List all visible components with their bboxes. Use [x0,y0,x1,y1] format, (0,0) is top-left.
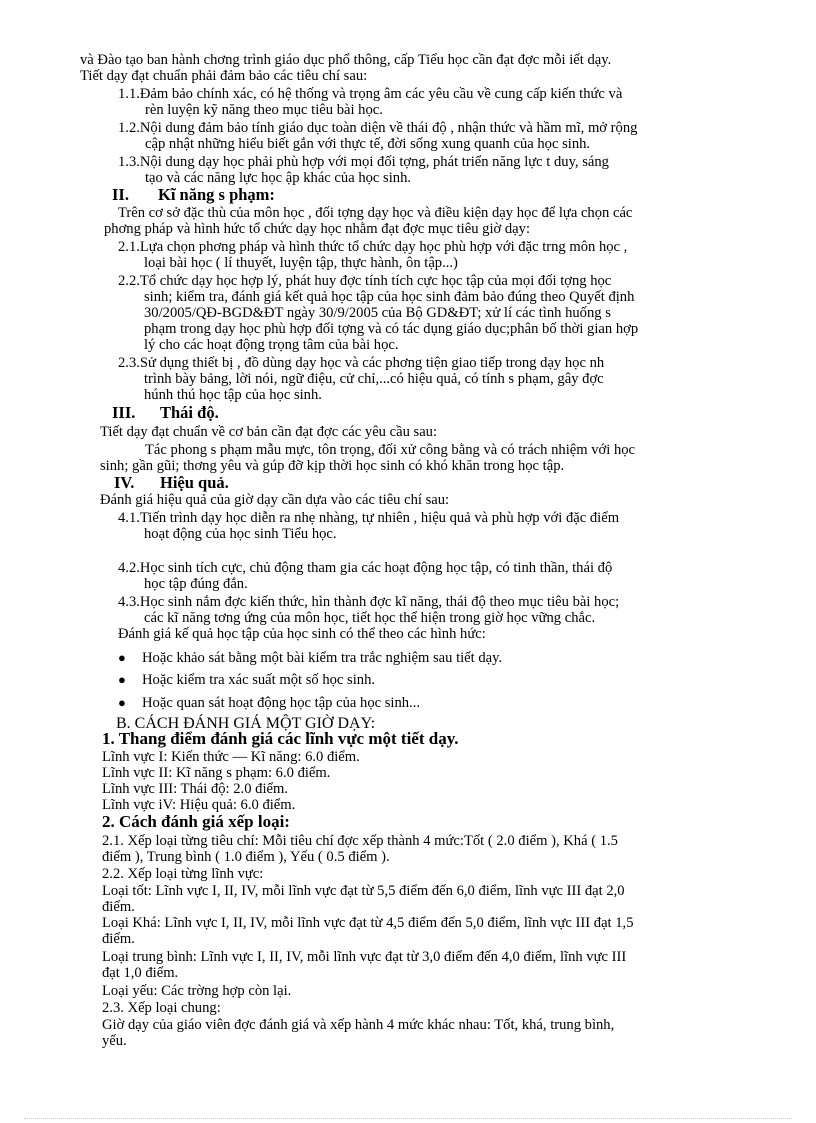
item-2-2-cont-2: 30/2005/QĐ-BGD&ĐT ngày 30/9/2005 của Bộ GD&ĐT; xử lí các tình huống s [144,305,611,321]
subsection-2-title: 2. Cách đánh giá xếp loại: [102,812,290,831]
item-4-1: 4.1.Tiến trình dạy học diễn ra nhẹ nhàng, tự nhiên , hiệu quả và phù hợp với đặc điểm [118,510,620,526]
section-3-text: Tác phong s phạm mẫu mực, tôn trọng, đối xử công bằng và có trách nhiệm với học [145,442,636,458]
item-2-3-cont-2: húnh thú học tập của học sinh. [144,387,322,403]
field-3-score: Lĩnh vực III: Thái độ: 2.0 điểm. [102,781,288,797]
subsection-1-title: 1. Thang điểm đánh giá các lĩnh vực một tiết dạy. [102,729,459,748]
section-3-number: III. [112,403,136,422]
rating-good: Loại tốt: Lĩnh vực I, II, IV, mỗi lĩnh vực đạt từ 5,5 điểm đến 6,0 điểm, lĩnh vực III đạt 2,0 [102,883,625,899]
bullet-icon: ● [118,695,126,710]
bullet-icon: ● [118,650,126,665]
field-rating-title: 2.2. Xếp loại từng lĩnh vực: [102,866,264,882]
item-4-3-cont: các kĩ năng tơng ứng của môn học, tiết học thể hiện trong giờ học vững chắc. [144,610,596,626]
item-1-1: 1.1.Đảm bảo chính xác, có hệ thống và trọng âm các yêu cầu về cung cấp kiến thức và [118,86,623,102]
item-2-1: 2.1.Lựa chọn phơng pháp và hình thức tổ chức dạy học phù hợp với đặc trng môn học , [118,239,628,255]
item-4-1-cont: hoạt động của học sinh Tiểu học. [144,526,337,542]
rating-weak: Loại yếu: Các trờng hợp còn lại. [102,983,292,999]
item-4-3: 4.3.Học sinh nắm đợc kiến thức, hìn thành đợc kĩ năng, thái độ theo mục tiêu bài học; [118,594,620,610]
overall-rating-title: 2.3. Xếp loại chung: [102,1000,221,1016]
field-2-score: Lĩnh vực II: Kĩ năng s phạm: 6.0 điểm. [102,765,331,781]
part-b-title: B. CÁCH ĐÁNH GIÁ MỘT GIỜ DẠY: [116,715,376,732]
item-1-2-cont: cập nhật những hiểu biết gắn với thực tế, đời sống xung quanh của học sinh. [145,136,591,152]
item-1-3: 1.3.Nội dung dạy học phải phù hợp với mọi đối tợng, phát triển năng lực t duy, sáng [118,154,609,170]
criteria-rating: 2.1. Xếp loại từng tiêu chí: Mỗi tiêu chí đợc xếp thành 4 mức:Tốt ( 2.0 điểm ), Khá ( 1.5 [102,833,618,849]
item-2-3-cont-1: trình bày bảng, lời nói, ngữ điệu, cử chỉ,...có hiệu quả, có tính s phạm, gây đợc [144,371,604,387]
section-3-text-cont: sinh; gần gũi; thơng yêu và gúp đỡ kịp thời học sinh có khó khăn trong học tập. [100,458,565,474]
item-2-2: 2.2.Tổ chức dạy học hợp lý, phát huy đợc tính tích cực học tập của mọi đối tợng học [118,273,612,289]
field-1-score: Lĩnh vực I: Kiến thức — Kĩ năng: 6.0 điểm. [102,749,360,765]
item-4-2: 4.2.Học sinh tích cực, chủ động tham gia các hoạt động học tập, có tinh thần, thái độ [118,560,613,576]
item-1-1-cont: rèn luyện kỹ năng theo mục tiêu bài học. [145,102,383,118]
rating-good-cont: điểm. [102,899,135,915]
bullet-item-1: Hoặc khảo sát bằng một bài kiểm tra trắc nghiệm sau tiết dạy. [142,650,503,666]
rating-fair-cont: điểm. [102,931,135,947]
item-2-2-cont-3: phạm trong dạy học phù hợp đối tợng và có tác dụng giáo dục;phân bố thời gian hợp [144,321,639,337]
bullet-item-3: Hoặc quan sát hoạt động học tập của học sinh... [142,695,421,711]
item-4-2-cont: học tập đúng đắn. [144,576,248,592]
section-4-number: IV. [114,473,135,492]
rating-average: Loại trung bình: Lĩnh vực I, II, IV, mỗi lĩnh vực đạt từ 3,0 điểm đến 4,0 điểm, lĩnh vực III [102,949,627,965]
item-2-1-cont: loại bài học ( lí thuyết, luyện tập, thực hành, ôn tập...) [144,255,458,271]
bullet-item-2: Hoặc kiểm tra xác suất một số học sinh. [142,672,376,688]
assessment-intro: Đánh giá kế quả học tập của học sinh có thể theo các hình hức: [118,626,486,642]
overall-rating-text-cont: yếu. [102,1033,127,1049]
rating-fair: Loại Khá: Lĩnh vực I, II, IV, mỗi lĩnh vực đạt từ 4,5 điểm đến 5,0 điểm, lĩnh vực III đạt 1,5 [102,915,634,931]
page-divider [24,1118,792,1119]
section-4-intro: Đánh giá hiệu quả của giờ dạy cần dựa vào các tiêu chí sau: [100,492,450,508]
item-2-2-cont-1: sinh; kiểm tra, đánh giá kết quả học tập của học sinh đảm bảo đúng theo Quyết định [144,289,635,305]
section-4-title: Hiệu quả. [160,473,229,492]
overall-rating-text: Giờ dạy của giáo viên đợc đánh giá và xếp hành 4 mức khác nhau: Tốt, khá, trung bình, [102,1017,615,1033]
section-2-intro: Trên cơ sở đặc thù của môn học , đối tợng dạy học và điều kiện dạy học để lựa chọn các [118,205,633,221]
bullet-icon: ● [118,672,126,687]
section-2-intro-cont: phơng pháp và hình hức tổ chức dạy học nhằm đạt đợc mục tiêu giờ dạy: [104,221,531,237]
intro-line-1: và Đào tạo ban hành chơng trình giáo dục phổ thông, cấp Tiểu học cần đạt đợc mỗi iết dạy. [80,52,612,68]
criteria-rating-cont: điểm ), Trung bình ( 1.0 điểm ), Yếu ( 0.5 điểm ). [102,849,390,865]
item-1-2: 1.2.Nội dung đảm bảo tính giáo dục toàn diện về thái độ , nhận thức và hầm mĩ, mở rộng [118,120,638,136]
item-1-3-cont: tạo và các năng lực học ập khác của học sinh. [145,170,412,186]
item-2-2-cont-4: lý cho các hoạt động trọng tâm của bài học. [144,337,399,353]
section-3-intro: Tiết dạy đạt chuẩn về cơ bản cần đạt đợc các yêu cầu sau: [100,424,438,440]
rating-average-cont: đạt 1,0 điểm. [102,965,179,981]
field-4-score: Lĩnh vực iV: Hiệu quả: 6.0 điểm. [102,797,296,813]
section-3-title: Thái độ. [160,403,219,422]
section-2-title: Kĩ năng s phạm: [158,185,275,204]
section-2-number: II. [112,185,129,204]
intro-line-2: Tiết dạy đạt chuẩn phải đảm bảo các tiêu chí sau: [80,68,368,84]
item-2-3: 2.3.Sử dụng thiết bị , đồ dùng dạy học và các phơng tiện giao tiếp trong dạy học nh [118,355,605,371]
